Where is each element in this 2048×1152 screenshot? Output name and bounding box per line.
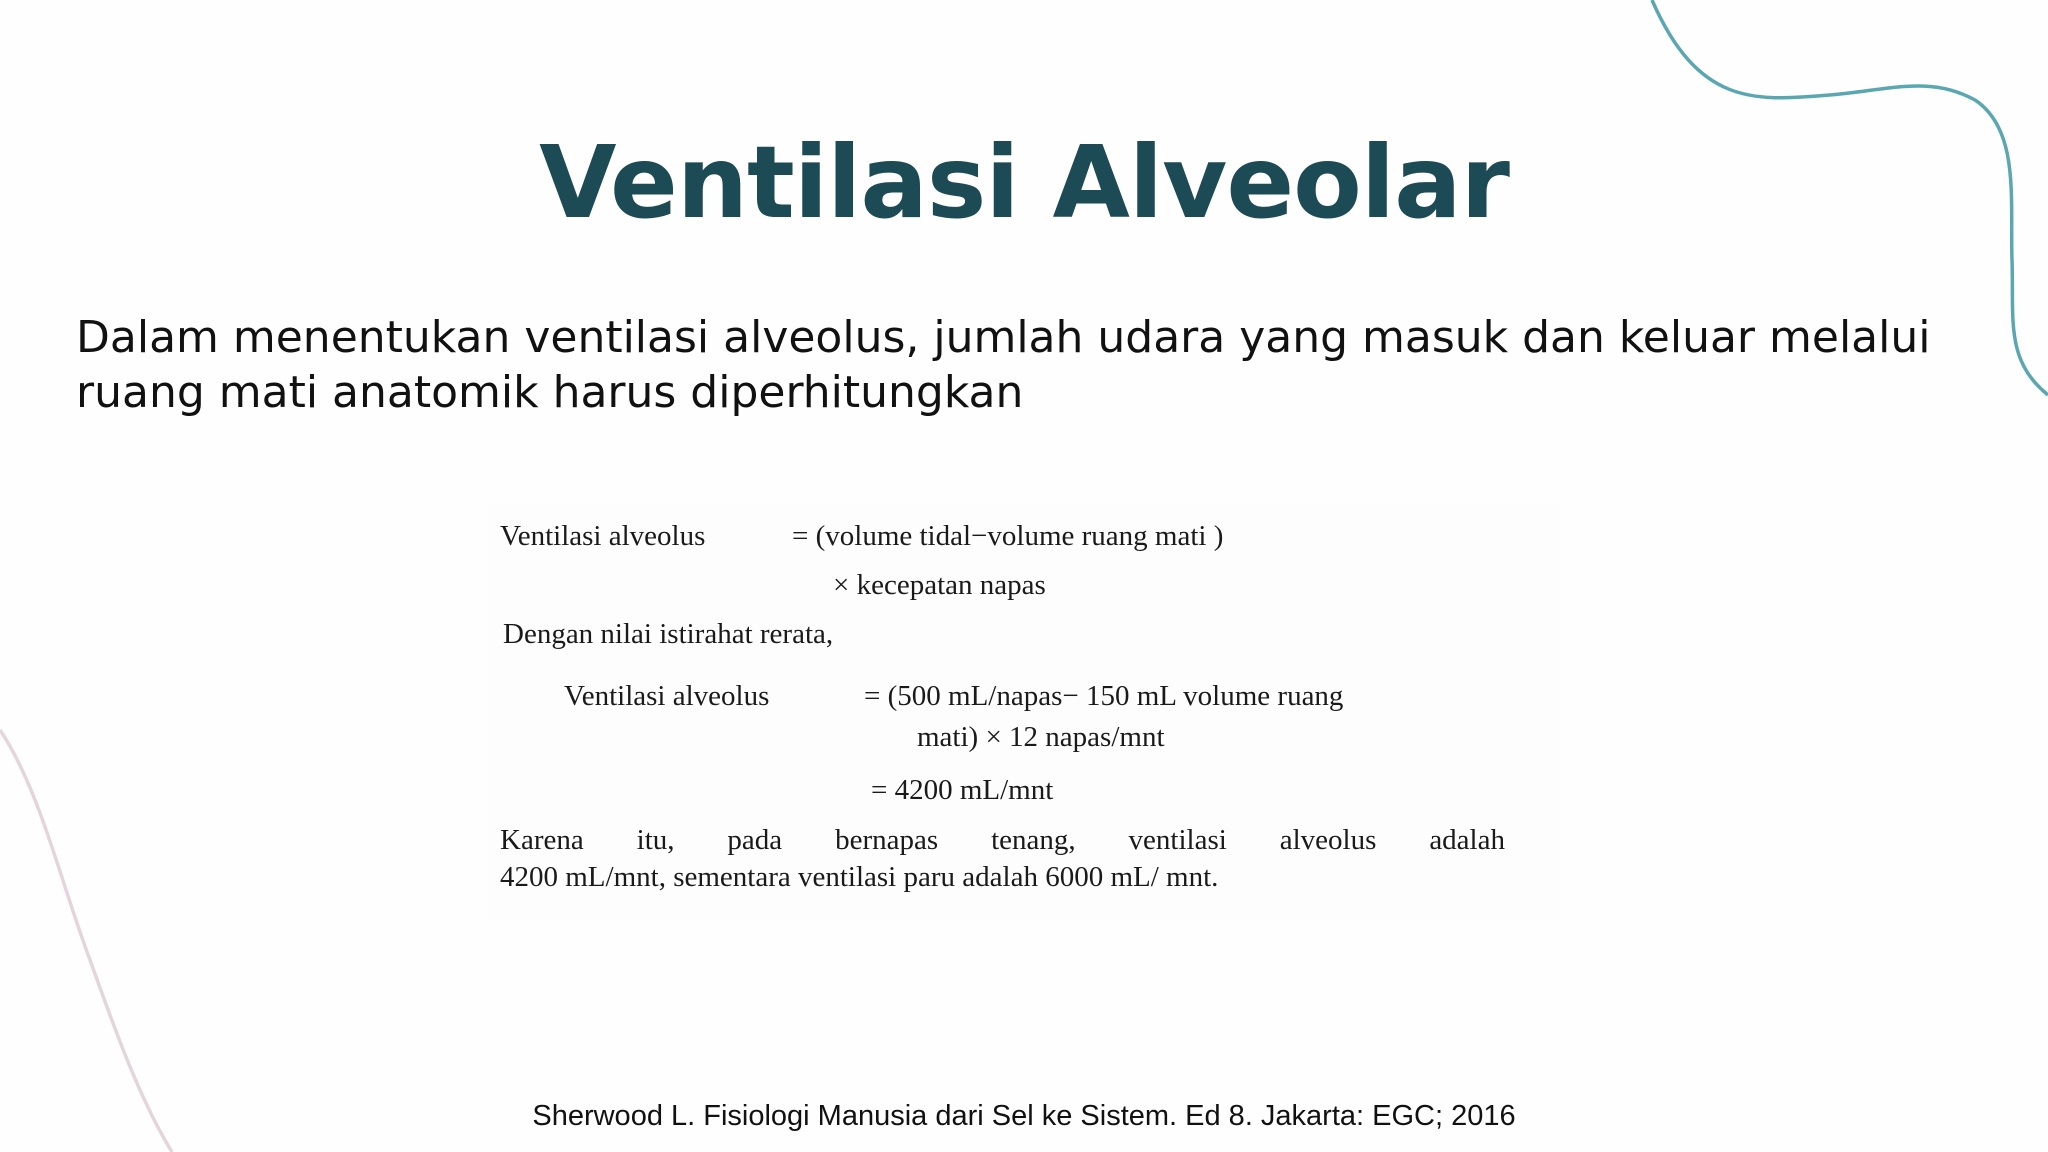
example-rhs-line-1: = (500 mL/napas− 150 mL volume ruang: [864, 680, 1344, 712]
citation: Sherwood L. Fisiologi Manusia dari Sel ke Sistem. Ed 8. Jakarta: EGC; 2016: [532, 1100, 1516, 1132]
rest-values-intro: Dengan nilai istirahat rerata,: [503, 618, 834, 650]
conclusion-line-2: 4200 mL/mnt, sementara ventilasi paru adalah 6000 mL/ mnt.: [500, 861, 1219, 893]
formula-lhs: Ventilasi alveolus: [500, 520, 706, 552]
textbook-excerpt-image: [488, 505, 1560, 920]
conclusion-line-1: Karena itu, pada bernapas tenang, ventilasi alveolus adalah: [500, 824, 1505, 856]
example-result: = 4200 mL/mnt: [871, 774, 1054, 806]
formula-rhs-line-1: = (volume tidal−volume ruang mati ): [792, 520, 1224, 552]
example-rhs-line-2: mati) × 12 napas/mnt: [917, 721, 1165, 753]
formula-rhs-line-2: × kecepatan napas: [833, 569, 1046, 601]
intro-paragraph: Dalam menentukan ventilasi alveolus, jumlah udara yang masuk dan keluar melalui ruang mati anatomik harus diperhitungkan: [76, 312, 1931, 418]
example-lhs: Ventilasi alveolus: [564, 680, 770, 712]
bottom-left-soft-curve: [0, 730, 172, 1152]
slide-title: Ventilasi Alveolar: [539, 124, 1509, 241]
